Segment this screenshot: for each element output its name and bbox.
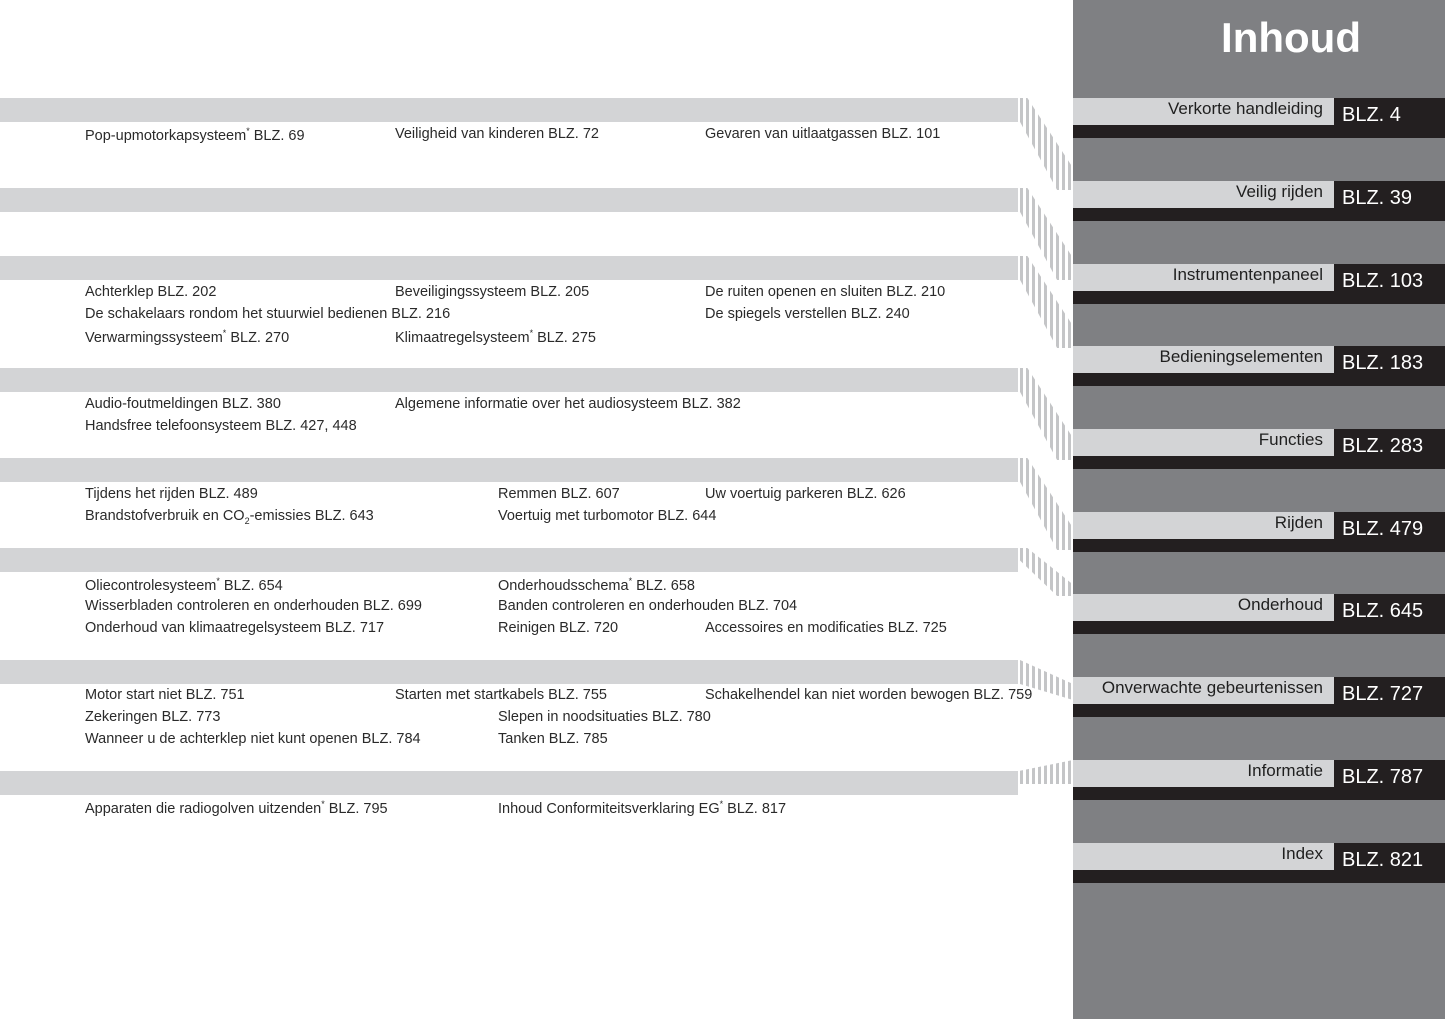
section-page: BLZ. 821 [1334, 843, 1445, 883]
section-label: Index [1281, 844, 1323, 863]
section-label: Bedieningselementen [1159, 347, 1323, 366]
toc-link[interactable]: Audio-foutmeldingen BLZ. 380 [85, 396, 281, 412]
section-page: BLZ. 4 [1334, 98, 1445, 138]
toc-link[interactable]: Tijdens het rijden BLZ. 489 [85, 486, 258, 502]
toc-link[interactable]: Oliecontrolesysteem* BLZ. 654 [85, 576, 283, 594]
section-band [0, 98, 1018, 122]
section-tab-onverwachte-gebeurtenissen[interactable] [1073, 677, 1445, 717]
toc-link[interactable]: Motor start niet BLZ. 751 [85, 687, 245, 703]
section-band [0, 548, 1018, 572]
toc-link[interactable]: Banden controleren en onderhouden BLZ. 704 [498, 598, 798, 614]
toc-link[interactable]: Beveiligingssysteem BLZ. 205 [395, 284, 590, 300]
section-page: BLZ. 645 [1334, 594, 1445, 634]
toc-link[interactable]: Handsfree telefoonsysteem BLZ. 427, 448 [85, 418, 357, 434]
section-page: BLZ. 787 [1334, 760, 1445, 800]
toc-link[interactable]: Remmen BLZ. 607 [498, 486, 620, 502]
section-tab-functies[interactable] [1073, 429, 1445, 469]
section-label: Veilig rijden [1236, 182, 1323, 201]
toc-link[interactable]: Reinigen BLZ. 720 [498, 620, 619, 636]
toc-link[interactable]: Onderhoudsschema* BLZ. 658 [498, 576, 695, 594]
toc-link[interactable]: Starten met startkabels BLZ. 755 [395, 687, 607, 703]
toc-link[interactable]: Tanken BLZ. 785 [498, 731, 608, 747]
section-band [0, 458, 1018, 482]
section-band [0, 368, 1018, 392]
section-tab-rijden[interactable] [1073, 512, 1445, 552]
toc-link[interactable]: Uw voertuig parkeren BLZ. 626 [705, 486, 906, 502]
toc-link[interactable]: Apparaten die radiogolven uitzenden* BLZ. 795 [85, 799, 388, 817]
toc-link[interactable]: De spiegels verstellen BLZ. 240 [705, 306, 910, 322]
section-page: BLZ. 727 [1334, 677, 1445, 717]
section-band [0, 256, 1018, 280]
section-tab-instrumentenpaneel[interactable] [1073, 264, 1445, 304]
toc-link[interactable]: Accessoires en modificaties BLZ. 725 [705, 620, 947, 636]
connector-stripes [1020, 548, 1073, 596]
toc-link[interactable]: De schakelaars rondom het stuurwiel bedienen BLZ. 216 [85, 306, 451, 322]
section-band [0, 771, 1018, 795]
section-label: Rijden [1274, 513, 1323, 532]
section-label: Instrumentenpaneel [1172, 265, 1323, 284]
section-page: BLZ. 183 [1334, 346, 1445, 386]
section-page: BLZ. 39 [1334, 181, 1445, 221]
connector-stripes [1020, 98, 1073, 190]
toc-link[interactable]: Gevaren van uitlaatgassen BLZ. 101 [705, 126, 941, 142]
connector-stripes [1020, 368, 1073, 460]
section-tab-informatie[interactable] [1073, 760, 1445, 800]
toc-link[interactable]: Voertuig met turbomotor BLZ. 644 [498, 508, 717, 524]
toc-link[interactable]: Pop-upmotorkapsysteem* BLZ. 69 [85, 126, 305, 144]
section-tab-onderhoud[interactable] [1073, 594, 1445, 634]
toc-link[interactable]: Klimaatregelsysteem* BLZ. 275 [395, 328, 596, 346]
section-label: Verkorte handleiding [1167, 99, 1323, 118]
toc-link[interactable]: Wanneer u de achterklep niet kunt openen BLZ. 784 [85, 731, 421, 747]
toc-link[interactable]: Verwarmingssysteem* BLZ. 270 [85, 328, 290, 346]
connector-stripes [1020, 760, 1073, 784]
toc-link[interactable]: Brandstofverbruik en $CO_2$-emissies BLZ. 643 [85, 508, 374, 526]
section-label: Onderhoud [1237, 595, 1323, 614]
toc-link[interactable]: Inhoud Conformiteitsverklaring EG* BLZ. 817 [498, 799, 787, 817]
toc-link[interactable]: Slepen in noodsituaties BLZ. 780 [498, 709, 711, 725]
section-band [0, 188, 1018, 212]
toc-link[interactable]: Wisserbladen controleren en onderhouden BLZ. 699 [85, 598, 422, 614]
page-title: Inhoud [1221, 14, 1361, 61]
section-page: BLZ. 479 [1334, 512, 1445, 552]
toc-link[interactable]: Veiligheid van kinderen BLZ. 72 [395, 126, 599, 142]
section-tab-veilig-rijden[interactable] [1073, 181, 1445, 221]
toc-link[interactable]: De ruiten openen en sluiten BLZ. 210 [705, 284, 946, 300]
section-tab-index[interactable] [1073, 843, 1445, 883]
toc-link[interactable]: Onderhoud van klimaatregelsysteem BLZ. 717 [85, 620, 385, 636]
section-page: BLZ. 103 [1334, 264, 1445, 304]
toc-link[interactable]: Schakelhendel kan niet worden bewogen BLZ. 759 [705, 687, 1033, 703]
connector-stripes [1020, 458, 1073, 550]
section-page: BLZ. 283 [1334, 429, 1445, 469]
toc-link[interactable]: Achterklep BLZ. 202 [85, 284, 217, 300]
section-tab-verkorte-handleiding[interactable] [1073, 98, 1445, 138]
section-label: Onverwachte gebeurtenissen [1101, 678, 1323, 697]
section-band [0, 660, 1018, 684]
toc-link[interactable]: Algemene informatie over het audiosysteem BLZ. 382 [395, 396, 741, 412]
section-tab-bedieningselementen[interactable] [1073, 346, 1445, 386]
section-label: Functies [1258, 430, 1323, 449]
toc-link[interactable]: Zekeringen BLZ. 773 [85, 709, 221, 725]
section-label: Informatie [1247, 761, 1323, 780]
